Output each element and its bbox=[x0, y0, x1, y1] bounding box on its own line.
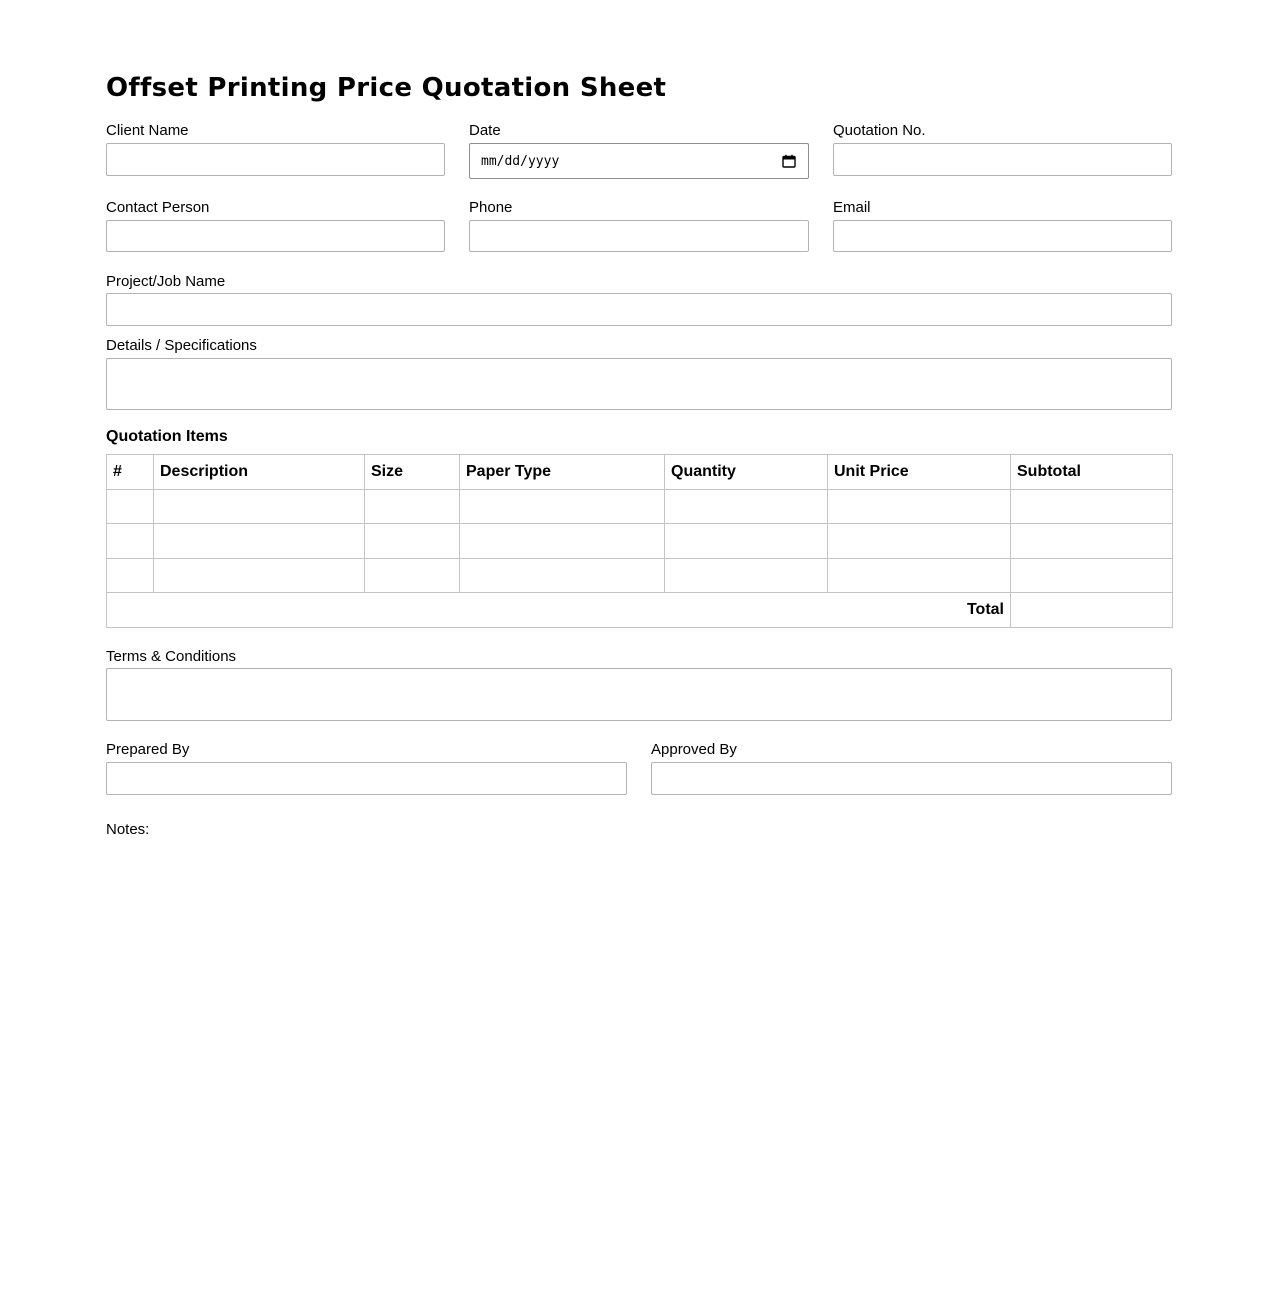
table-cell[interactable] bbox=[107, 524, 154, 559]
prepared-by-label: Prepared By bbox=[106, 741, 190, 758]
contact-person-input[interactable] bbox=[106, 220, 445, 252]
quotation-no-input[interactable] bbox=[833, 143, 1172, 176]
table-cell[interactable] bbox=[665, 558, 828, 593]
table-cell[interactable] bbox=[365, 558, 460, 593]
client-name-label: Client Name bbox=[106, 122, 189, 139]
prepared-by-input[interactable] bbox=[106, 762, 627, 795]
terms-label: Terms & Conditions bbox=[106, 648, 237, 665]
table-cell[interactable] bbox=[107, 489, 154, 524]
email-input[interactable] bbox=[833, 220, 1172, 252]
column-header-quantity: Quantity bbox=[665, 455, 828, 490]
table-cell[interactable] bbox=[828, 558, 1011, 593]
table-row bbox=[107, 489, 1173, 524]
contact-person-label: Contact Person bbox=[106, 199, 210, 216]
total-label: Total bbox=[107, 593, 1011, 628]
total-value-cell[interactable] bbox=[1011, 593, 1173, 628]
table-cell[interactable] bbox=[107, 558, 154, 593]
table-header-row bbox=[107, 455, 1173, 490]
date-placeholder: mm/dd/yyyy bbox=[481, 153, 560, 169]
quotation-items-table bbox=[106, 454, 1173, 628]
table-cell[interactable] bbox=[828, 524, 1011, 559]
table-cell[interactable] bbox=[460, 524, 665, 559]
column-header-unit-price: Unit Price bbox=[828, 455, 1011, 490]
column-header-paper-type: Paper Type bbox=[460, 455, 665, 490]
page-title: Offset Printing Price Quotation Sheet bbox=[106, 73, 667, 103]
table-cell[interactable] bbox=[1011, 558, 1173, 593]
project-name-label: Project/Job Name bbox=[106, 273, 226, 290]
table-cell[interactable] bbox=[1011, 524, 1173, 559]
details-label: Details / Specifications bbox=[106, 337, 257, 354]
column-header-number: # bbox=[107, 455, 154, 490]
column-header-size: Size bbox=[365, 455, 460, 490]
table-cell[interactable] bbox=[365, 524, 460, 559]
terms-textarea[interactable] bbox=[106, 668, 1172, 721]
total-row bbox=[107, 593, 1173, 628]
details-textarea[interactable] bbox=[106, 358, 1172, 410]
approved-by-input[interactable] bbox=[651, 762, 1172, 795]
table-cell[interactable] bbox=[154, 489, 365, 524]
column-header-description: Description bbox=[154, 455, 365, 490]
client-name-input[interactable] bbox=[106, 143, 445, 176]
table-row bbox=[107, 558, 1173, 593]
table-cell[interactable] bbox=[154, 558, 365, 593]
project-name-input[interactable] bbox=[106, 293, 1172, 326]
table-cell[interactable] bbox=[460, 558, 665, 593]
quotation-items-heading: Quotation Items bbox=[106, 428, 228, 445]
table-cell[interactable] bbox=[665, 489, 828, 524]
date-input[interactable] bbox=[469, 143, 809, 179]
approved-by-label: Approved By bbox=[651, 741, 737, 758]
phone-input[interactable] bbox=[469, 220, 809, 252]
phone-label: Phone bbox=[469, 199, 513, 216]
notes-label: Notes: bbox=[106, 821, 150, 838]
column-header-subtotal: Subtotal bbox=[1011, 455, 1173, 490]
table-cell[interactable] bbox=[1011, 489, 1173, 524]
quotation-no-label: Quotation No. bbox=[833, 122, 926, 139]
date-label: Date bbox=[469, 122, 501, 139]
table-cell[interactable] bbox=[154, 524, 365, 559]
table-row bbox=[107, 524, 1173, 559]
table-cell[interactable] bbox=[665, 524, 828, 559]
calendar-icon[interactable] bbox=[782, 154, 796, 168]
email-label: Email bbox=[833, 199, 871, 216]
table-cell[interactable] bbox=[460, 489, 665, 524]
table-cell[interactable] bbox=[828, 489, 1011, 524]
table-cell[interactable] bbox=[365, 489, 460, 524]
